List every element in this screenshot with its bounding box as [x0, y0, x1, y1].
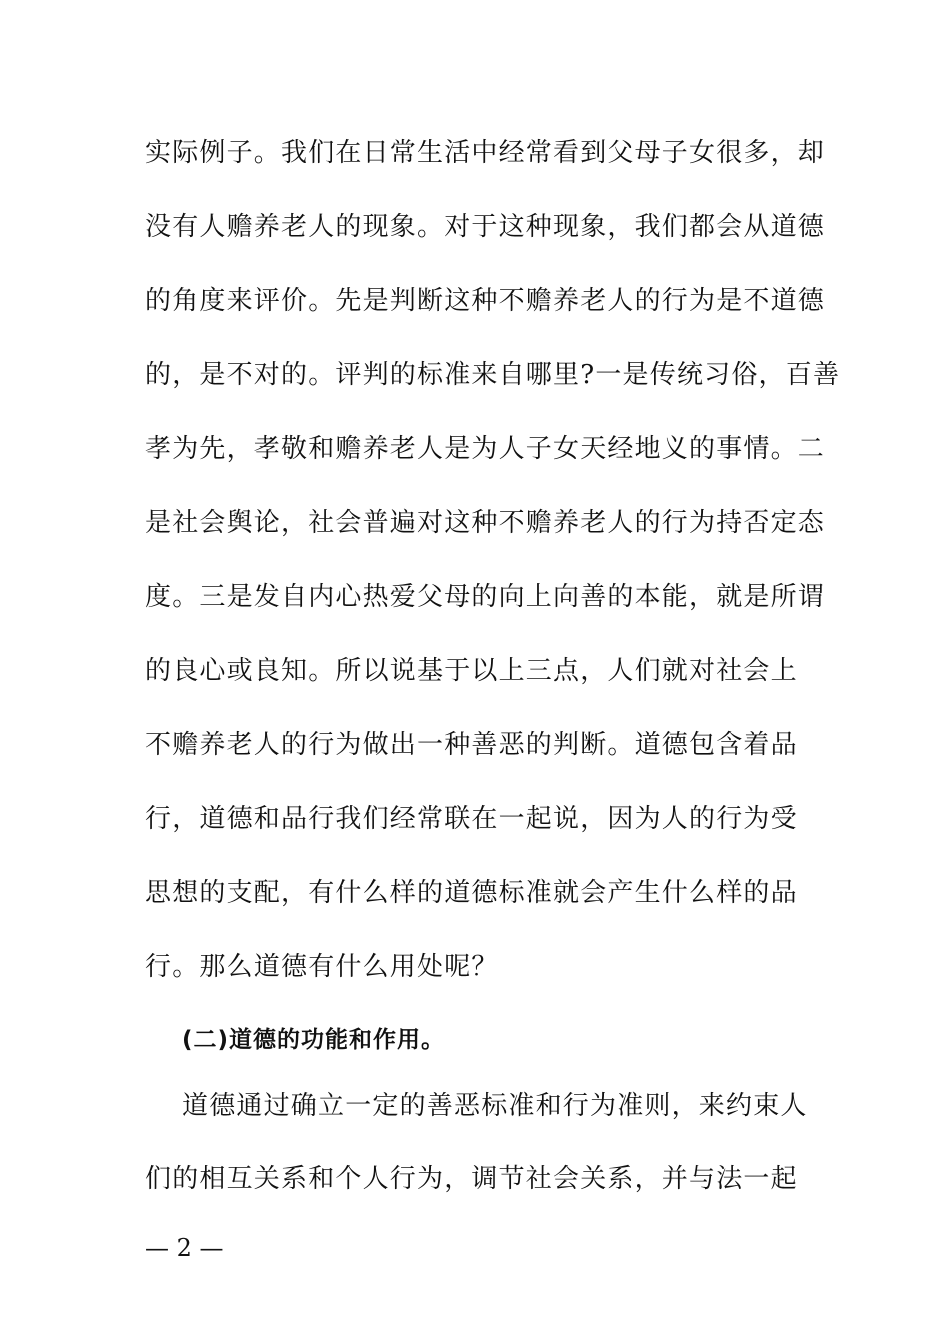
text-line-8: 的良心或良知。所以说基于以上三点，人们就对社会上: [145, 656, 798, 686]
text-line-2: 没有人赡养老人的现象。对于这种现象，我们都会从道德: [145, 212, 826, 242]
paragraph-line-2: 们的相互关系和个人行为，调节社会关系，并与法一起: [145, 1164, 798, 1194]
paragraph-line-1: 道德通过确立一定的善恶标准和行为准则，来约束人: [182, 1091, 808, 1121]
text-line-3: 的角度来评价。先是判断这种不赡养老人的行为是不道德: [145, 286, 826, 316]
text-line-9: 不赡养老人的行为做出一种善恶的判断。道德包含着品: [145, 730, 798, 760]
text-line-1: 实际例子。我们在日常生活中经常看到父母子女很多，却: [145, 138, 826, 168]
text-line-5: 孝为先，孝敬和赡养老人是为人子女天经地义的事情。二: [145, 434, 826, 464]
text-line-10: 行，道德和品行我们经常联在一起说，因为人的行为受: [145, 804, 798, 834]
text-line-11: 思想的支配，有什么样的道德标准就会产生什么样的品: [145, 878, 798, 908]
text-line-6: 是社会舆论，社会普遍对这种不赡养老人的行为持否定态: [145, 508, 826, 538]
section-heading: (二)道德的功能和作用。: [182, 1027, 446, 1053]
text-line-7: 度。三是发自内心热爱父母的向上向善的本能，就是所谓: [145, 582, 826, 612]
text-line-12: 行。那么道德有什么用处呢？: [145, 952, 499, 982]
text-line-4: 的，是不对的。评判的标准来自哪里?一是传统习俗，百善: [145, 360, 841, 390]
page-number: — 2 —: [145, 1234, 224, 1262]
